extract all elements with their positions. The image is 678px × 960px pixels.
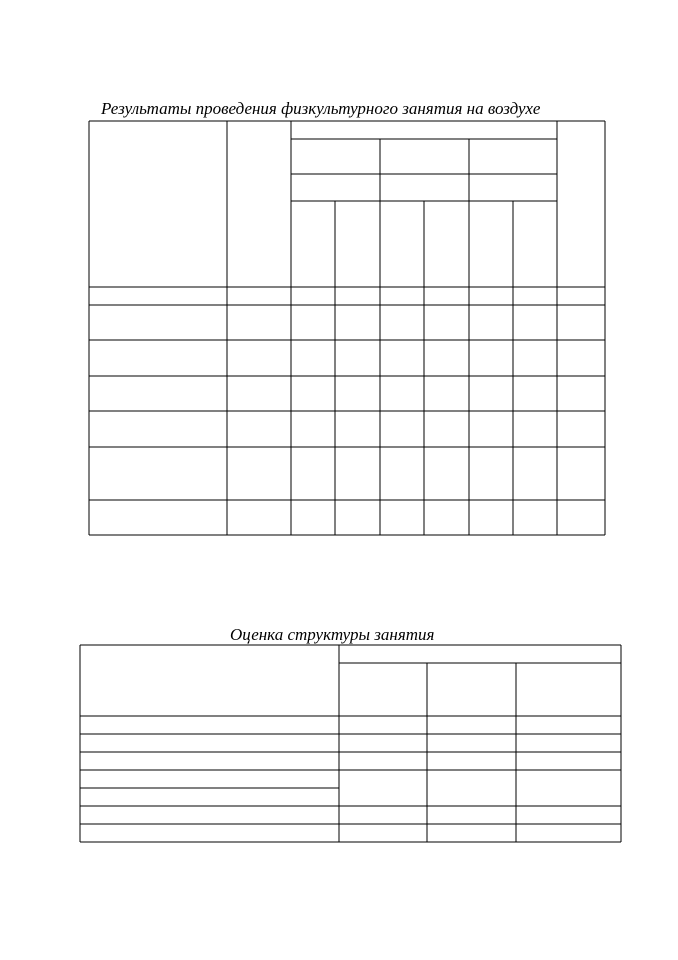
table2-caption: Оценка структуры занятия	[230, 625, 435, 644]
table1-caption: Результаты проведения физкультурного занятия на воздухе	[101, 99, 541, 118]
